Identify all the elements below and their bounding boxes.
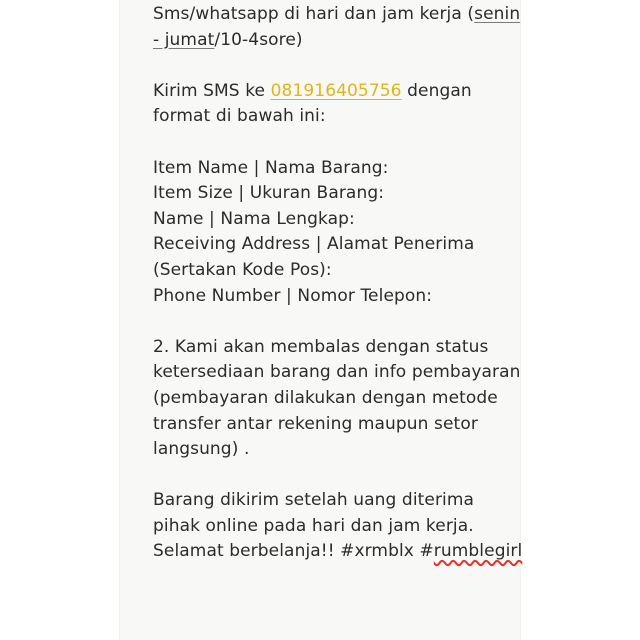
blank-line <box>153 309 533 335</box>
sms-post-text: dengan <box>401 80 472 101</box>
step2-line-3: (pembayaran dilakukan dengan metode <box>153 387 498 408</box>
form-field-phone: Phone Number | Nomor Telepon: <box>153 285 433 306</box>
day-link-senin[interactable]: senin <box>474 4 521 24</box>
closing-line-1: Barang dikirim setelah uang diterima <box>153 490 475 511</box>
step2-line-1: 2. Kami akan membalas dengan status <box>153 336 489 357</box>
day-link-jumat[interactable]: - jumat <box>153 29 215 50</box>
form-field-address: Receiving Address | Alamat Penerima <box>153 234 475 255</box>
blank-line <box>153 130 533 156</box>
closing-greeting-text: Selamat berbelanja!! #xrmblx # <box>153 541 434 562</box>
hours-text: Sms/whatsapp di hari dan jam kerja ( <box>153 4 475 24</box>
form-field-item-size: Item Size | Ukuran Barang: <box>153 183 385 204</box>
form-field-item-name: Item Name | Nama Barang: <box>153 157 389 178</box>
phone-number-link[interactable]: 081916405756 <box>270 80 402 101</box>
step2-line-4: transfer antar rekening maupun setor <box>153 413 478 434</box>
step2-line-2: ketersediaan barang dan info pembayaran <box>153 362 521 383</box>
closing-line-3 <box>153 539 533 565</box>
hours-time-text: /10-4sore) <box>214 29 303 50</box>
closing-line-2: pihak online pada hari dan jam kerja. <box>153 515 474 536</box>
sms-pre-text: Kirim SMS ke <box>153 80 271 101</box>
hours-line-2 <box>153 28 533 54</box>
form-field-postcode: (Sertakan Kode Pos): <box>153 259 332 280</box>
misspelled-hashtag[interactable]: rumblegirl <box>433 541 523 562</box>
blank-line <box>153 53 533 79</box>
hours-line-1 <box>153 2 533 28</box>
step2-line-5: langsung) . <box>153 439 250 460</box>
blank-line <box>153 463 533 489</box>
note-body[interactable] <box>153 2 533 565</box>
format-line: format di bawah ini: <box>153 106 326 127</box>
sms-instruction-line <box>153 79 533 105</box>
form-field-name: Name | Nama Lengkap: <box>153 208 355 229</box>
